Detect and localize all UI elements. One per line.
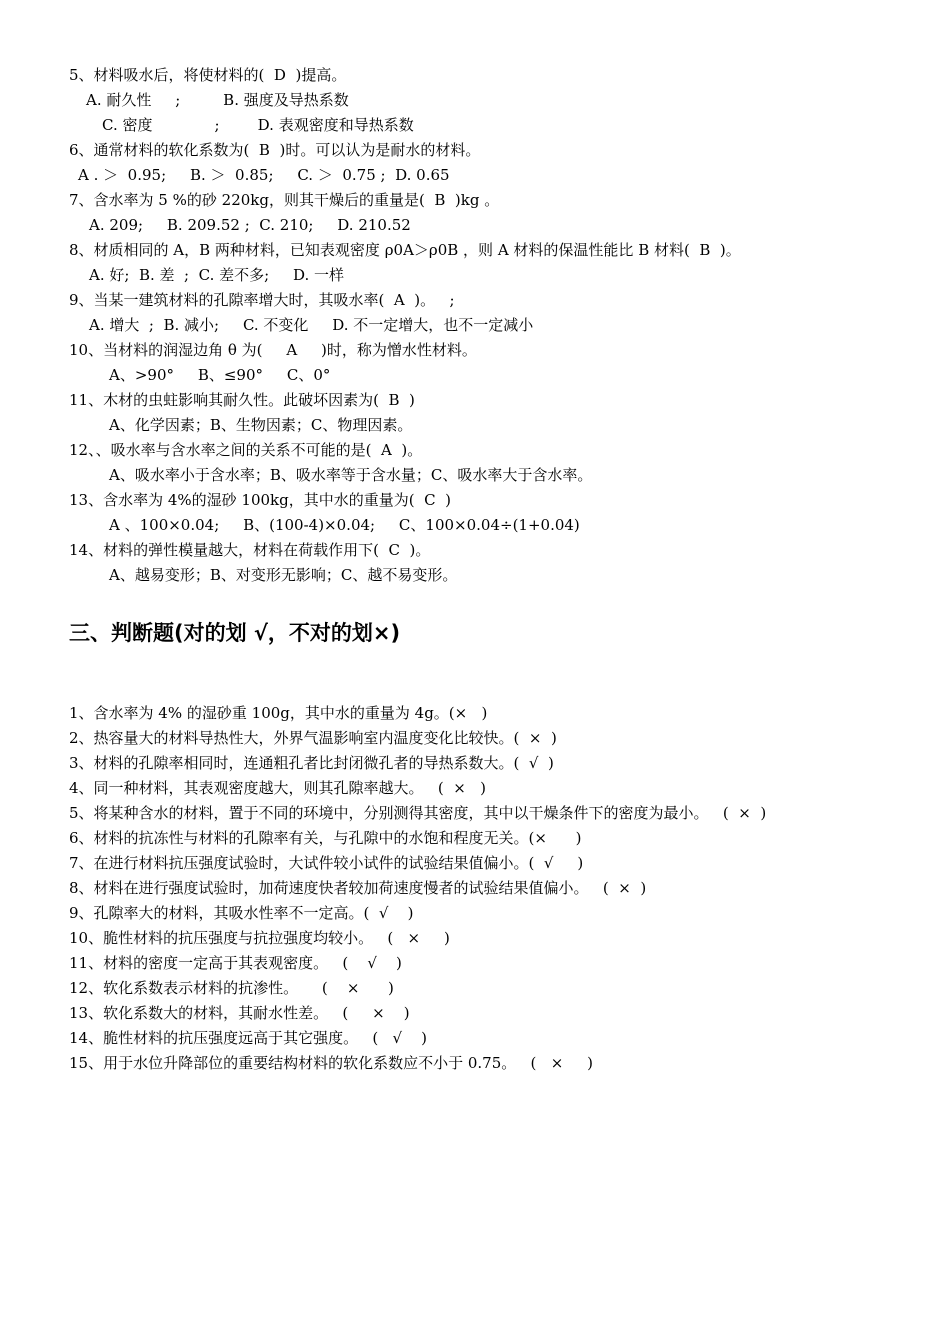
tf-item-6: 6、材料的抗冻性与材料的孔隙率有关，与孔隙中的水饱和程度无关。(× ) (69, 829, 582, 847)
tf-item-4: 4、同一种材料，其表观密度越大，则其孔隙率越大。 ( × ) (69, 779, 486, 797)
question-14-options: A、越易变形；B、对变形无影响；C、越不易变形。 (109, 566, 458, 584)
question-14: 14、材料的弹性模量越大，材料在荷载作用下( C )。 (69, 541, 431, 559)
question-8: 8、材质相同的 A，B 两种材料，已知表观密度 ρ0A＞ρ0B ，则 A 材料的保温性能比 B 材料( B )。 (69, 241, 741, 259)
question-5-options-ab: A. 耐久性 ; B. 强度及导热系数 (86, 91, 349, 109)
tf-item-5: 5、将某种含水的材料，置于不同的环境中，分别测得其密度，其中以干燥条件下的密度为最小。 ( × ) (69, 804, 767, 822)
tf-item-11: 11、材料的密度一定高于其表观密度。 ( √ ) (69, 954, 402, 972)
tf-item-8: 8、材料在进行强度试验时，加荷速度快者较加荷速度慢者的试验结果值偏小。 ( × ) (69, 879, 647, 897)
question-9: 9、当某一建筑材料的孔隙率增大时，其吸水率( A )。 ; (69, 291, 455, 309)
question-10-options: A、>90° B、≤90° C、0° (109, 366, 331, 384)
question-6: 6、通常材料的软化系数为( B )时。可以认为是耐水的材料。 (69, 141, 481, 159)
question-11-options: A、化学因素；B、生物因素；C、物理因素。 (109, 416, 413, 434)
tf-item-1: 1、含水率为 4% 的湿砂重 100g，其中水的重量为 4g。(× ) (69, 704, 488, 722)
question-7: 7、含水率为 5 %的砂 220kg，则其干燥后的重量是( B )kg 。 (69, 191, 500, 209)
tf-item-15: 15、用于水位升降部位的重要结构材料的软化系数应不小于 0.75。 ( × ) (69, 1054, 593, 1072)
question-11: 11、木材的虫蛀影响其耐久性。此破坏因素为( B ) (69, 391, 415, 409)
tf-item-2: 2、热容量大的材料导热性大，外界气温影响室内温度变化比较快。( × ) (69, 729, 557, 747)
tf-item-10: 10、脆性材料的抗压强度与抗拉强度均较小。 ( × ) (69, 929, 450, 947)
question-13: 13、含水率为 4%的湿砂 100kg，其中水的重量为( C ) (69, 491, 451, 509)
question-8-options: A. 好; B. 差 ; C. 差不多; D. 一样 (89, 266, 345, 284)
tf-item-12: 12、软化系数表示材料的抗渗性。 ( × ) (69, 979, 394, 997)
tf-item-7: 7、在进行材料抗压强度试验时，大试件较小试件的试验结果值偏小。( √ ) (69, 854, 584, 872)
question-12: 12、、吸水率与含水率之间的关系不可能的是( A )。 (69, 441, 423, 459)
question-5-options-cd: C. 密度 ; D. 表观密度和导热系数 (102, 116, 414, 134)
tf-item-3: 3、材料的孔隙率相同时，连通粗孔者比封闭微孔者的导热系数大。( √ ) (69, 754, 554, 772)
tf-item-9: 9、孔隙率大的材料，其吸水性率不一定高。( √ ) (69, 904, 414, 922)
question-12-options: A、吸水率小于含水率；B、吸水率等于含水量；C、吸水率大于含水率。 (109, 466, 593, 484)
tf-item-14: 14、脆性材料的抗压强度远高于其它强度。 ( √ ) (69, 1029, 428, 1047)
question-13-options: A 、100×0.04; B、(100-4)×0.04; C、100×0.04÷(1+0.04) (109, 516, 580, 534)
section-heading-true-false: 三、判断题(对的划 √，不对的划×) (69, 621, 401, 645)
question-10: 10、当材料的润湿边角 θ 为( A )时，称为憎水性材料。 (69, 341, 477, 359)
question-9-options: A. 增大 ; B. 减小; C. 不变化 D. 不一定增大，也不一定减小 (89, 316, 534, 334)
question-5: 5、材料吸水后，将使材料的( D )提高。 (69, 66, 347, 84)
question-7-options: A. 209; B. 209.52 ; C. 210; D. 210.52 (89, 216, 411, 234)
question-6-options: A . ＞ 0.95; B. ＞ 0.85; C. ＞ 0.75 ; D. 0.65 (78, 166, 450, 184)
tf-item-13: 13、软化系数大的材料，其耐水性差。 ( × ) (69, 1004, 410, 1022)
